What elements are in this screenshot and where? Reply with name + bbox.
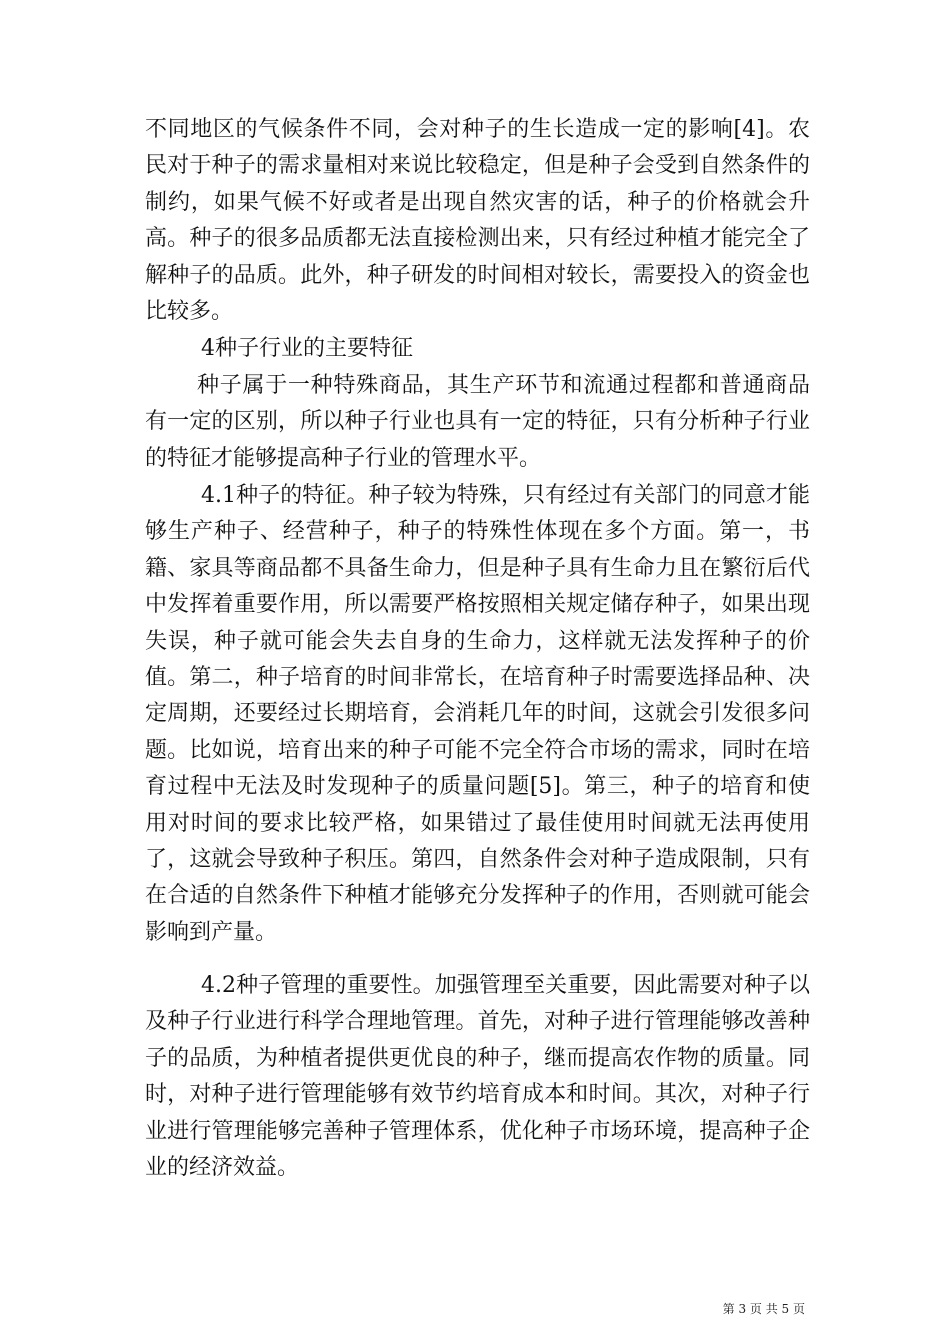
paragraph-continuation: 不同地区的气候条件不同，会对种子的生长造成一定的影响[4]。农民对于种子的需求量相对来说比较稳定，但是种子会受到自然条件的制约，如果气候不好或者是出现自然灾害的话，种子的价格就会升高。种子的很多品质都无法直接检测出来，只有经过种植才能完全了解种子的品质。此外，种子研发的时间相对较长，需要投入的资金也比较多。 <box>145 117 810 325</box>
paragraph-seed-characteristics: 4.1种子的特征。种子较为特殊，只有经过有关部门的同意才能够生产种子、经营种子，种子的特殊性体现在多个方面。第一，书籍、家具等商品都不具备生命力，但是种子具有生命力且在繁衍后代中发挥着重要作用，所以需要严格按照相关规定储存种子，如果出现失误，种子就可能会失去自身的生命力，这样就无法发挥种子的价值。第二，种子培育的时间非常长，在培育种子时需要选择品种、决定周期，还要经过长期培育，会消耗几年的时间，这就会引发很多问题。比如说，培育出来的种子可能不完全符合市场的需求，同时在培育过程中无法及时发现种子的质量问题[5]。第三，种子的培育和使用对时间的要求比较严格，如果错过了最佳使用时间就无法再使用了，这就会导致种子积压。第四，自然条件会对种子造成限制，只有在合适的自然条件下种植才能够充分发挥种子的作用，否则就可能会影响到产量。 <box>145 483 810 945</box>
paragraph-management-importance: 4.2种子管理的重要性。加强管理至关重要，因此需要对种子以及种子行业进行科学合理地管理。首先，对种子进行管理能够改善种子的品质，为种植者提供更优良的种子，继而提高农作物的质量。同时，对种子进行管理能够有效节约培育成本和时间。其次，对种子行业进行管理能够完善种子管理体系，优化种子市场环境，提高种子企业的经济效益。 <box>145 973 810 1181</box>
page-number-footer: 第 3 页 共 5 页 <box>722 1302 805 1316</box>
paragraph-section-intro: 种子属于一种特殊商品，其生产环节和流通过程都和普通商品有一定的区别，所以种子行业也具有一定的特征，只有分析种子行业的特征才能够提高种子行业的管理水平。 <box>145 373 810 471</box>
section-heading: 4种子行业的主要特征 <box>201 336 413 361</box>
